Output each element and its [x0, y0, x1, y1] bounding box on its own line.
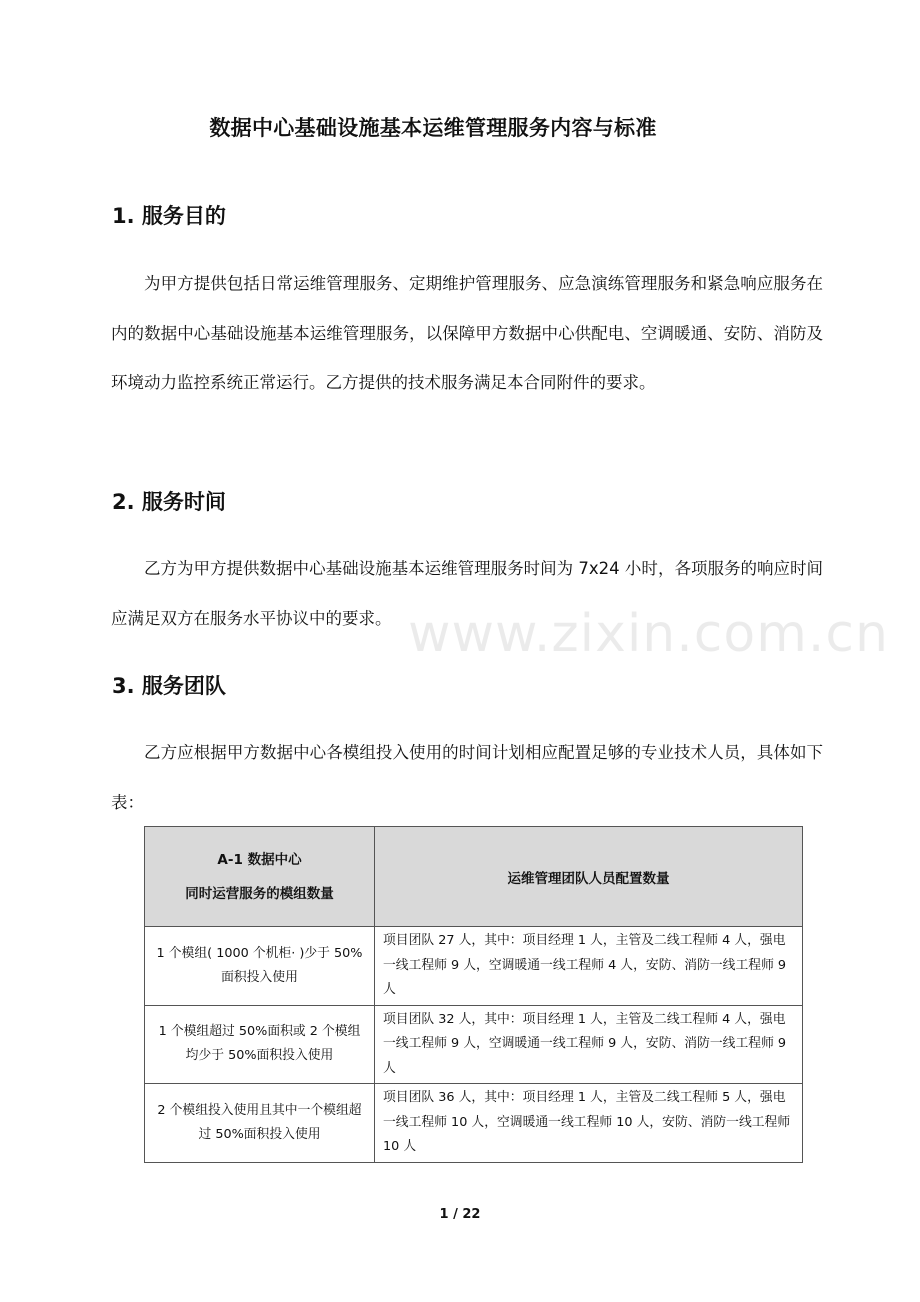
- section-heading-service-team: 3. 服务团队: [112, 674, 226, 698]
- table-row: [145, 1084, 803, 1163]
- header-module-count: [145, 827, 375, 927]
- section-paragraph-purpose: 为甲方提供包括日常运维管理服务、定期维护管理服务、应急演练管理服务和紧急响应服务在内的数据中心基础设施基本运维管理服务，以保障甲方数据中心供配电、空调暖通、安防、消防及环境动力监控系统正常运行。乙方提供的技术服务满足本合同附件的要求。: [111, 274, 823, 393]
- page-number: 1 / 22: [439, 1207, 481, 1222]
- table-header-row: [145, 827, 803, 927]
- watermark: www.zixin.com.cn: [408, 604, 889, 664]
- header-module-count-line1: A-1 数据中心: [217, 851, 302, 868]
- section-paragraph-service-time: 乙方为甲方提供数据中心基础设施基本运维管理服务时间为 7x24 小时，各项服务的响应时间应满足双方在服务水平协议中的要求。: [111, 559, 823, 628]
- document-title: 数据中心基础设施基本运维管理服务内容与标准: [209, 116, 657, 140]
- cell-modules: 1 个模组( 1000 个机柜· )少于 50%面积投入使用: [145, 927, 375, 1006]
- cell-modules: 2 个模组投入使用且其中一个模组超过 50%面积投入使用: [145, 1084, 375, 1163]
- staffing-table: [144, 826, 803, 1163]
- cell-staffing: 项目团队 36 人，其中：项目经理 1 人，主管及二线工程师 5 人，强电一线工程师 10 人，空调暖通一线工程师 10 人，安防、消防一线工程师 10 人: [375, 1084, 803, 1163]
- table-row: [145, 1005, 803, 1084]
- section-paragraph-service-team: 乙方应根据甲方数据中心各模组投入使用的时间计划相应配置足够的专业技术人员，具体如下表：: [111, 743, 823, 812]
- table-row: [145, 927, 803, 1006]
- cell-modules: 1 个模组超过 50%面积或 2 个模组均少于 50%面积投入使用: [145, 1005, 375, 1084]
- header-staffing: 运维管理团队人员配置数量: [375, 827, 803, 927]
- section-heading-purpose: 1. 服务目的: [112, 204, 226, 228]
- header-module-count-line2: 同时运营服务的模组数量: [185, 885, 334, 902]
- section-heading-service-time: 2. 服务时间: [112, 490, 226, 514]
- cell-staffing: 项目团队 27 人，其中：项目经理 1 人，主管及二线工程师 4 人，强电一线工程师 9 人，空调暖通一线工程师 4 人，安防、消防一线工程师 9 人: [375, 927, 803, 1006]
- cell-staffing: 项目团队 32 人，其中：项目经理 1 人，主管及二线工程师 4 人，强电一线工程师 9 人，空调暖通一线工程师 9 人，安防、消防一线工程师 9 人: [375, 1005, 803, 1084]
